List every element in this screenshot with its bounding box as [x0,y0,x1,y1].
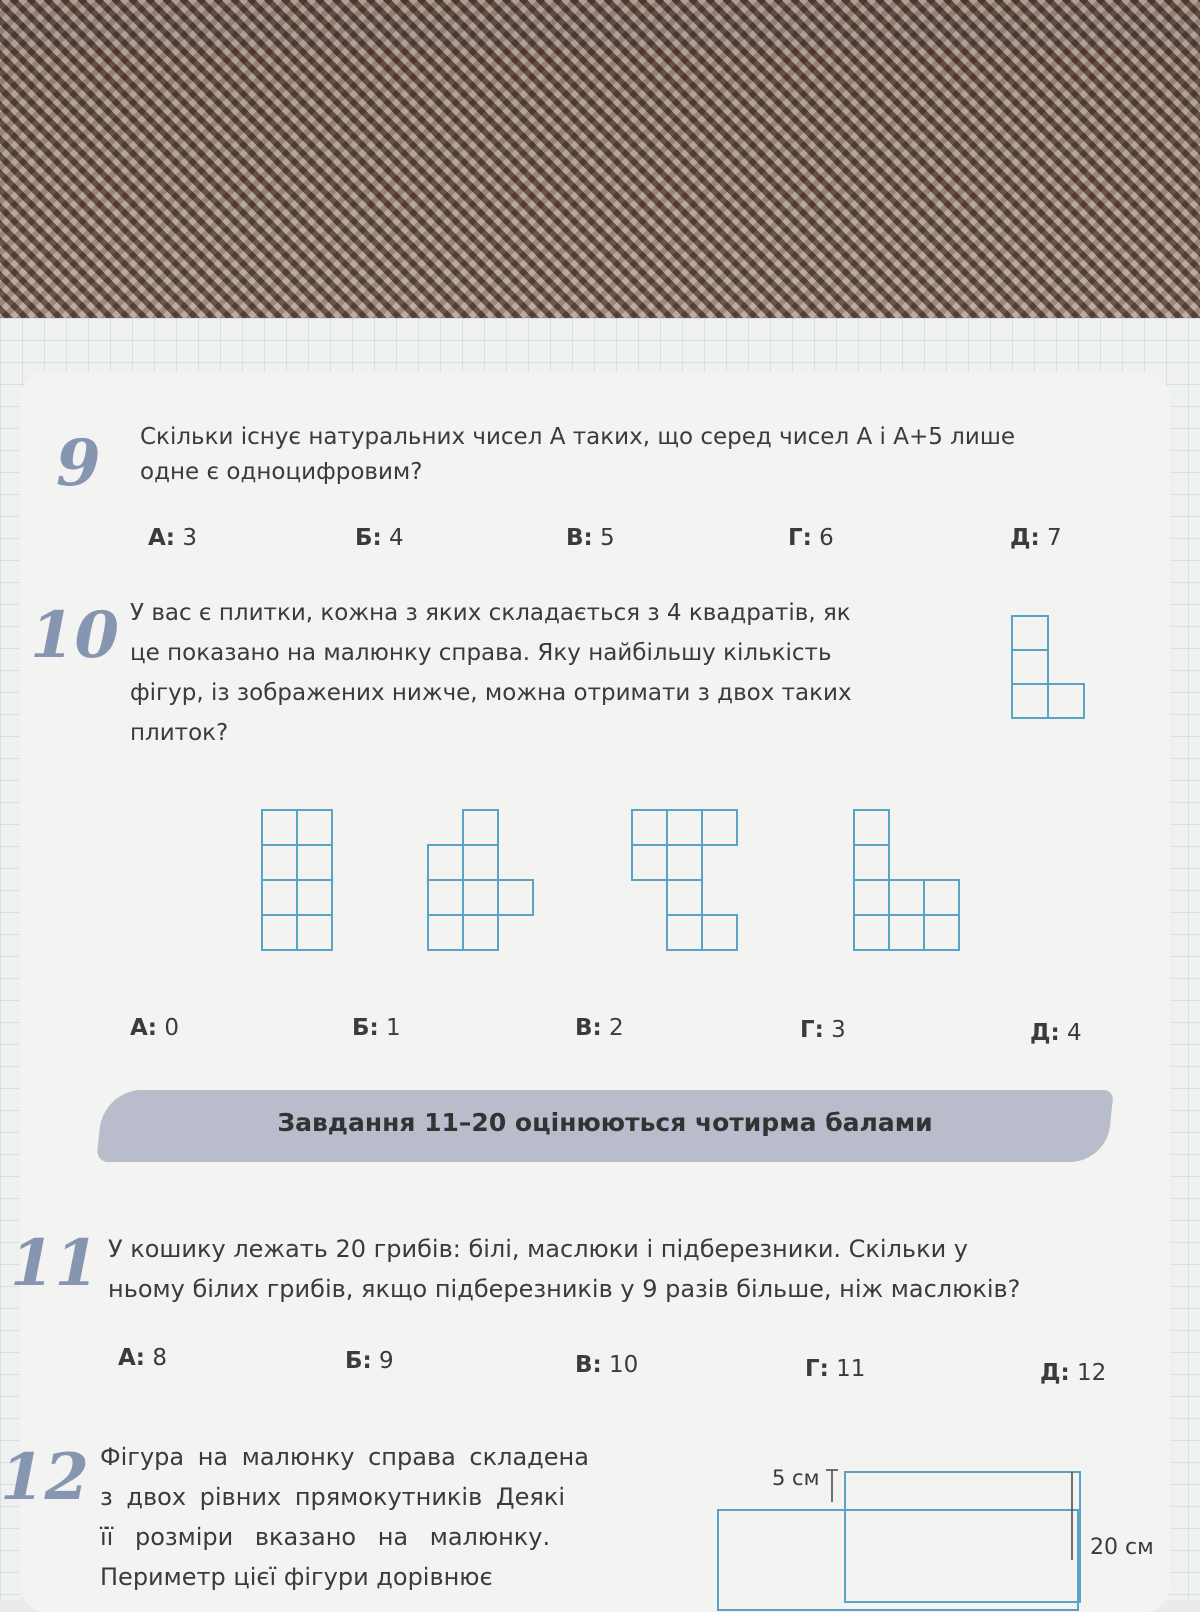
question-12-text-line1: Фігура на малюнку справа складена [100,1443,589,1471]
question-10-number: 10 [30,598,120,673]
q11-answer-v[interactable]: В: 10 [575,1352,639,1378]
task-card [20,372,1170,1612]
q11-answer-a[interactable]: А: 8 [118,1345,167,1371]
q12-rectangles-figure [700,1460,1100,1600]
question-9-text-line2: одне є одноцифровим? [140,459,423,485]
figure-cross-shape [426,808,546,958]
figure-rectangle [260,808,340,958]
q9-answer-b[interactable]: Б: 4 [355,525,404,551]
question-10-text-line1: У вас є плитки, кожна з яких складається з 4 квадратів, як [130,600,851,626]
question-12-number: 12 [0,1440,90,1515]
question-12-text-line3: її розміри вказано на малюнку. [100,1523,551,1551]
q10-answer-b[interactable]: Б: 1 [352,1015,401,1041]
question-10-text-line3: фігур, із зображених нижче, можна отримати з двох таких [130,680,852,706]
q10-answer-v[interactable]: В: 2 [575,1015,624,1041]
tablecloth-background [0,0,1200,330]
figure-l-shape [852,808,972,958]
q11-answer-g[interactable]: Г: 11 [805,1356,866,1382]
q9-answer-v[interactable]: В: 5 [566,525,615,551]
question-11-text-line2: ньому білих грибів, якщо підберезників у 9 разів більше, ніж маслюків? [108,1275,1021,1303]
q12-dimension-5cm: 5 см [772,1466,820,1490]
q10-answer-a[interactable]: А: 0 [130,1015,179,1041]
q12-dimension-20cm: 20 см [1090,1535,1154,1560]
section-banner-text: Завдання 11–20 оцінюються чотирма балами [277,1108,933,1137]
question-10-text-line2: це показано на малюнку справа. Яку найбільшу кількість [130,640,832,666]
question-12-text-line2: з двох рівних прямокутників Деякі [100,1483,565,1511]
l-tile-figure [1010,614,1100,724]
q9-answer-g[interactable]: Г: 6 [788,525,834,551]
q9-answer-a[interactable]: А: 3 [148,525,197,551]
figure-s-shape [630,808,750,958]
question-12-text-line4: Периметр цієї фігури дорівнює [100,1563,493,1591]
question-11-number: 11 [10,1226,100,1301]
question-11-text-line1: У кошику лежать 20 грибів: білі, маслюки і підберезники. Скільки у [108,1235,969,1263]
q10-answer-d[interactable]: Д: 4 [1030,1020,1082,1046]
q10-answer-g[interactable]: Г: 3 [800,1017,846,1043]
question-10-text-line4: плиток? [130,720,229,746]
question-9-number: 9 [56,426,101,501]
q11-answer-d[interactable]: Д: 12 [1040,1360,1107,1386]
q9-answer-d[interactable]: Д: 7 [1010,525,1062,551]
q11-answer-b[interactable]: Б: 9 [345,1348,394,1374]
question-9-text-line1: Скільки існує натуральних чисел А таких, що серед чисел А і А+5 лише [140,424,1016,450]
